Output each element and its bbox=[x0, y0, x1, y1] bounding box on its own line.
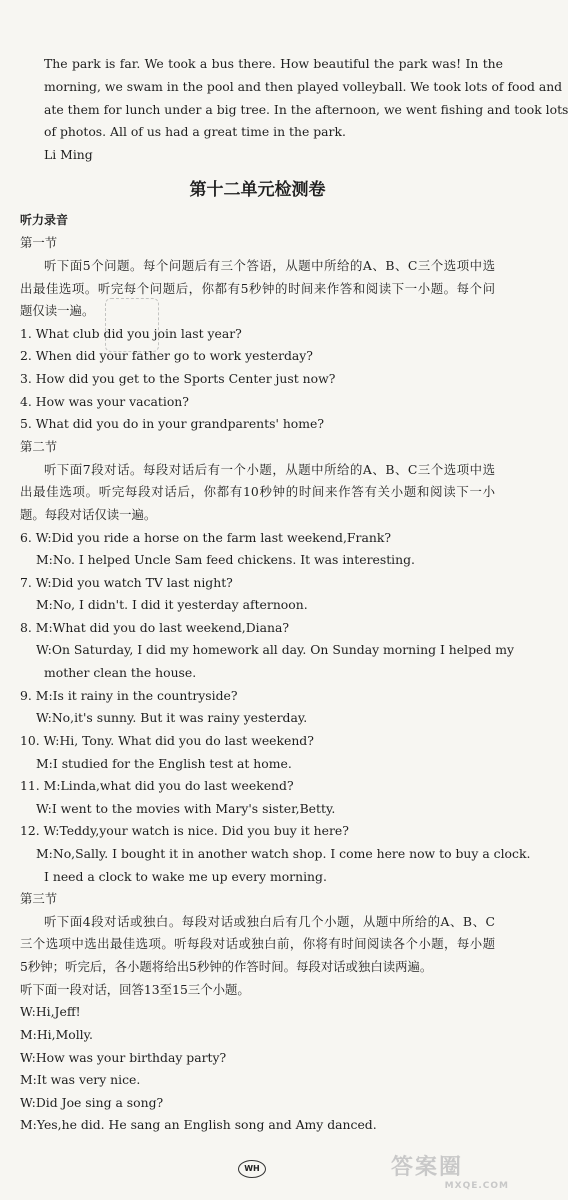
dialog-line: M:Hi,Molly. bbox=[20, 1027, 93, 1042]
section-3-intro-2: 三个选项中选出最佳选项。听每段对话或独白前，你将有时间阅读各个小题，每小题 bbox=[20, 936, 495, 951]
section-3-intro-3: 5秒钟；听完后，各小题将给出5秒钟的作答时间。每段对话或独白读两遍。 bbox=[20, 959, 433, 974]
dialog-line: 8. M:What did you do last weekend,Diana? bbox=[20, 620, 290, 635]
dialog-line: M:Yes,he did. He sang an English song and Amy danced. bbox=[20, 1117, 377, 1132]
section-1-intro-3: 题仅读一遍。 bbox=[20, 303, 95, 318]
site-watermark bbox=[391, 1150, 509, 1198]
dialog-line: M:No. I helped Uncle Sam feed chickens. It was interesting. bbox=[36, 552, 415, 567]
letter-line-4: of photos. All of us had a great time in the park. bbox=[44, 124, 346, 139]
section-1-intro-1: 听下面5个问题。每个问题后有三个答语，从题中所给的A、B、C三个选项中选 bbox=[44, 258, 495, 273]
question-2: 2. When did your father go to work yesterday? bbox=[20, 348, 313, 363]
dialog-line: 9. M:Is it rainy in the countryside? bbox=[20, 688, 238, 703]
section-2-intro-1: 听下面7段对话。每段对话后有一个小题，从题中所给的A、B、C三个选项中选 bbox=[44, 462, 495, 477]
letter-line-1: The park is far. We took a bus there. How beautiful the park was! In the bbox=[44, 56, 503, 71]
section-heading: 听力录音 bbox=[20, 213, 69, 227]
dialog-line: 12. W:Teddy,your watch is nice. Did you buy it here? bbox=[20, 823, 349, 838]
section-2-intro-2: 出最佳选项。听完每段对话后，你都有10秒钟的时间来作答有关小题和阅读下一小 bbox=[20, 484, 495, 499]
dialog-line: 7. W:Did you watch TV last night? bbox=[20, 575, 233, 590]
dialog-line: W:I went to the movies with Mary's sister,Betty. bbox=[36, 801, 336, 816]
stamp-watermark bbox=[105, 298, 159, 352]
question-1: 1. What club did you join last year? bbox=[20, 326, 242, 341]
section-3-intro-1: 听下面4段对话或独白。每段对话或独白后有几个小题，从题中所给的A、B、C bbox=[44, 914, 495, 929]
dialog-line: M:I studied for the English test at home. bbox=[36, 756, 292, 771]
dialog-line: M:It was very nice. bbox=[20, 1072, 141, 1087]
dialog-line: W:On Saturday, I did my homework all day. On Sunday morning I helped my bbox=[36, 642, 514, 657]
dialog-line: 11. M:Linda,what did you do last weekend? bbox=[20, 778, 294, 793]
dialog-line: 6. W:Did you ride a horse on the farm last weekend,Frank? bbox=[20, 530, 391, 545]
section-2-name: 第二节 bbox=[20, 439, 58, 454]
dialog-line: 10. W:Hi, Tony. What did you do last weekend? bbox=[20, 733, 314, 748]
watermark-text: 答案圈 bbox=[391, 1155, 464, 1180]
dialog-line: M:No,Sally. I bought it in another watch shop. I come here now to buy a clock. bbox=[36, 846, 531, 861]
letter-line-3: ate them for lunch under a big tree. In the afternoon, we went fishing and took lots bbox=[44, 102, 568, 117]
dialog-line: W:No,it's sunny. But it was rainy yesterday. bbox=[36, 710, 308, 725]
section-1-intro-2: 出最佳选项。听完每个问题后，你都有5秒钟的时间来作答和阅读下一小题。每个问 bbox=[20, 281, 495, 296]
dialog-line: W:Did Joe sing a song? bbox=[20, 1095, 164, 1110]
letter-line-2: morning, we swam in the pool and then played volleyball. We took lots of food and bbox=[44, 79, 563, 94]
dialog-line: I need a clock to wake me up every morning. bbox=[44, 869, 327, 884]
publisher-logo: WH bbox=[238, 1160, 266, 1178]
page-title: 第十二单元检测卷 bbox=[189, 180, 326, 200]
section-2-intro-3: 题。每段对话仅读一遍。 bbox=[20, 507, 157, 522]
question-4: 4. How was your vacation? bbox=[20, 394, 189, 409]
section-3-name: 第三节 bbox=[20, 891, 58, 906]
watermark-url: MXQE.COM bbox=[444, 1181, 509, 1191]
question-3: 3. How did you get to the Sports Center just now? bbox=[20, 371, 336, 386]
dialog-line: W:How was your birthday party? bbox=[20, 1050, 227, 1065]
question-5: 5. What did you do in your grandparents' home? bbox=[20, 416, 324, 431]
section-1-name: 第一节 bbox=[20, 235, 58, 250]
letter-signature: Li Ming bbox=[44, 147, 93, 162]
section-3-lead: 听下面一段对话，回答13至15三个小题。 bbox=[20, 982, 250, 997]
dialog-line: M:No, I didn't. I did it yesterday afternoon. bbox=[36, 597, 308, 612]
dialog-line: W:Hi,Jeff! bbox=[20, 1004, 81, 1019]
dialog-line: mother clean the house. bbox=[44, 665, 197, 680]
